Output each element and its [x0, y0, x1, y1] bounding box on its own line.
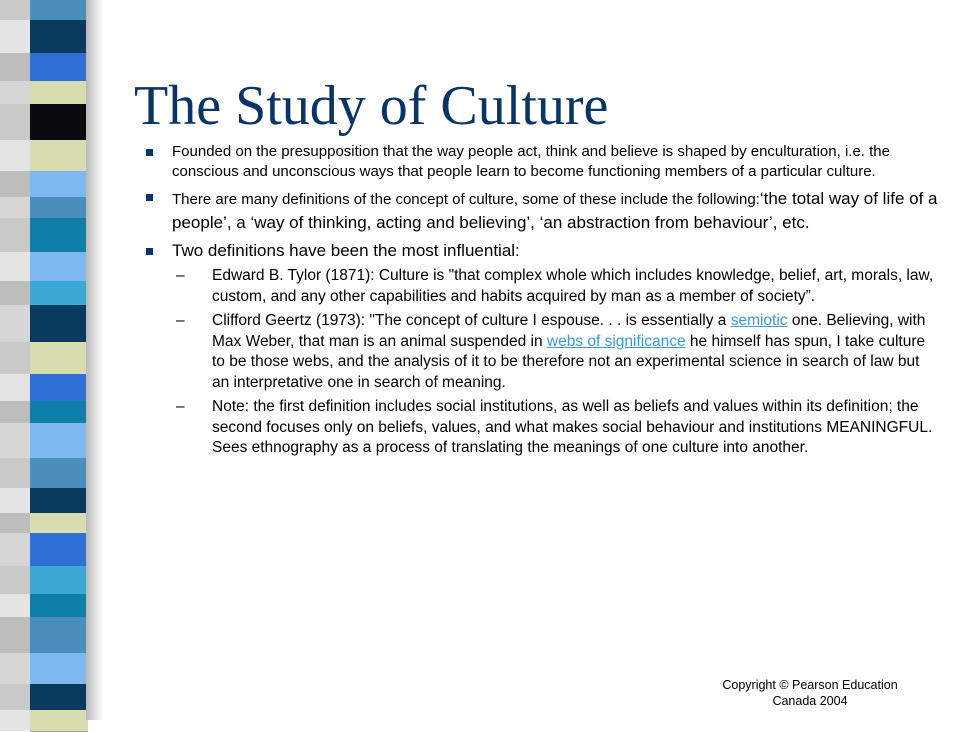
stripe-band: [30, 252, 88, 282]
subbullet-text-3: he himself has spun, I take culture to be those webs, and the analysis of it to be therefore not an experimental science in search of law but an interpretative one in search of meaning.: [212, 332, 926, 391]
copyright-notice: [700, 677, 920, 709]
dash-marker: –: [176, 398, 185, 415]
bullet-definitions: [138, 187, 938, 235]
stripe-band: [30, 653, 88, 685]
subbullet-text: Note: the first definition includes social institutions, as well as beliefs and values within its definition; the second focuses only on beliefs, values, and what makes social behaviour and institutions MEANINGFUL. Sees ethnography as a process of translating the meanings of one culture into another.: [212, 398, 933, 456]
copyright-line-2: Canada 2004: [772, 694, 848, 708]
subbullet-text: Edward B. Tylor (1871): Culture is "that complex whole which includes knowledge, belief, art, morals, law, custom, and any other capabilities and habits acquired by man as a member of society”.: [212, 267, 934, 305]
bullet-square-icon: [146, 248, 153, 255]
bullet-square-icon: [146, 149, 153, 156]
stripe-shade: [0, 710, 30, 731]
bullet-text: Founded on the presupposition that the way people act, think and believe is shaped by enculturation, i.e. the conscious and unconscious ways that people learn to become functioning members of a particular culture.: [172, 143, 890, 180]
link-webs-of-significance[interactable]: webs of significance: [546, 332, 686, 350]
stripe-shade: [0, 104, 30, 140]
stripe-band: [30, 710, 88, 732]
bullet-enculturation: [138, 142, 938, 182]
subbullet-tylor: [138, 266, 938, 307]
stripe-band: [30, 594, 88, 618]
stripe-band: [30, 342, 88, 375]
stripe-band: [30, 197, 88, 219]
bullet-text-quote: ‘the total way of life of a people’, a ‘way of thinking, acting and believing’, ‘an abstraction from behaviour’, etc.: [172, 189, 938, 232]
stripe-band: [30, 684, 88, 711]
stripe-shade: [0, 423, 30, 458]
bullet-text: Two definitions have been the most influential:: [172, 241, 520, 260]
stripe-shade: [0, 197, 30, 218]
stripe-band: [30, 305, 88, 343]
stripe-shade: [0, 281, 30, 305]
stripe-shade: [0, 374, 30, 401]
stripe-band: [30, 281, 88, 306]
stripe-shade: [0, 617, 30, 653]
link-semiotic[interactable]: semiotic: [730, 312, 788, 329]
stripe-band: [30, 401, 88, 424]
stripe-shade: [0, 653, 30, 684]
stripe-shade: [0, 81, 30, 104]
stripe-band: [30, 617, 88, 654]
stripe-shade: [0, 458, 30, 488]
stripe-band: [30, 513, 88, 534]
decorative-stripe: [0, 0, 96, 720]
stripe-band: [30, 423, 88, 459]
stripe-band: [30, 81, 88, 105]
subbullet-text-1: Clifford Geertz (1973): "The concept of culture I espouse. . . is essentially a: [212, 312, 731, 329]
stripe-shade: [0, 0, 30, 20]
stripe-shade: [0, 53, 30, 81]
stripe-shade: [0, 171, 30, 197]
stripe-band: [30, 533, 88, 567]
stripe-band: [30, 566, 88, 595]
stripe-shade: [0, 140, 30, 171]
stripe-shade: [0, 401, 30, 423]
stripe-edge-shadow: [86, 0, 104, 720]
stripe-band: [30, 374, 88, 402]
stripe-shade: [0, 342, 30, 374]
stripe-band: [30, 488, 88, 514]
stripe-shade: [0, 513, 30, 533]
bullet-square-icon: [146, 194, 153, 201]
stripe-shade: [0, 566, 30, 594]
copyright-line-1: Copyright © Pearson Education: [722, 678, 898, 692]
stripe-shade: [0, 488, 30, 513]
stripe-shade: [0, 533, 30, 566]
stripe-band: [30, 218, 88, 253]
stripe-shade: [0, 252, 30, 281]
stripe-shade: [0, 218, 30, 252]
bullet-two-definitions: [138, 240, 938, 262]
stripe-band: [30, 20, 88, 54]
slide-content: [138, 142, 938, 463]
stripe-band: [30, 53, 88, 82]
bullet-text-intro: There are many definitions of the concept of culture, some of these include the following:: [172, 191, 760, 208]
subbullet-geertz: [138, 311, 938, 393]
stripe-shade: [0, 594, 30, 617]
subbullet-text-2: one. Believing, with Max Weber, that man is an animal suspended in: [212, 312, 926, 350]
stripe-band: [30, 104, 88, 141]
dash-marker: –: [176, 267, 185, 284]
stripe-shade: [0, 305, 30, 342]
slide-title: The Study of Culture: [134, 75, 609, 137]
stripe-shade: [0, 20, 30, 53]
dash-marker: –: [176, 312, 185, 329]
subbullet-note: [138, 397, 938, 459]
stripe-band: [30, 0, 88, 21]
stripe-band: [30, 171, 88, 198]
stripe-band: [30, 458, 88, 489]
stripe-band: [30, 140, 88, 172]
stripe-shade: [0, 684, 30, 710]
